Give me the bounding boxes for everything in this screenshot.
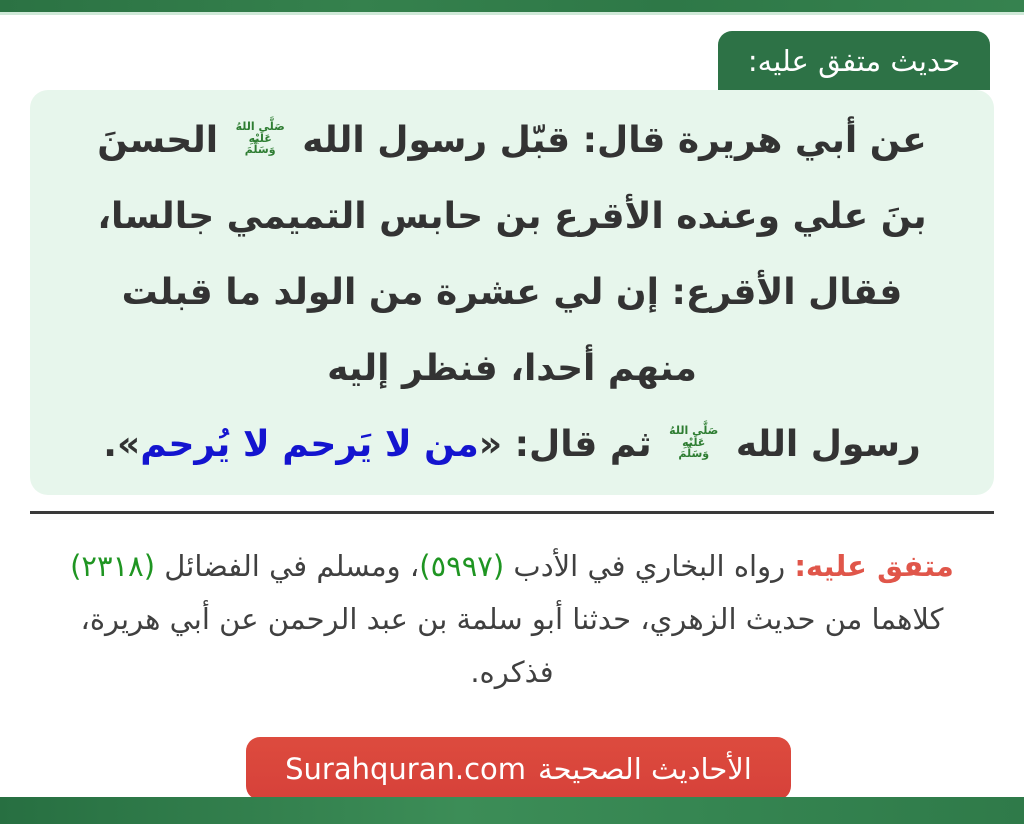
takhrij-paragraph	[62, 540, 962, 699]
site-banner	[246, 737, 791, 800]
takhrij-text-1: رواه البخاري في الأدب	[504, 549, 795, 583]
site-name-arabic: الأحاديث الصحيحة	[538, 751, 752, 786]
hadith-line-5: رسول الله صَلَّى اللهُ عَلَيْهِ وَسَلَّمَ ثم قال: «من لا يَرحم لا يُرحم».	[103, 423, 921, 465]
grading-label: متفق عليه:	[794, 549, 954, 583]
hadith-type-label: حديث متفق عليه:	[747, 43, 961, 78]
hadith-line-4: منهم أحدا، فنظر إليه	[327, 347, 697, 389]
hadith-line-2: بنَ علي وعنده الأقرع بن حابس التميمي جالسا،	[97, 195, 927, 237]
hadith-line-1	[30, 103, 994, 179]
prophetic-quote: من لا يَرحم لا يُرحم	[140, 423, 479, 465]
hadith-type-tab	[718, 31, 990, 90]
site-domain: Surahquran.com	[285, 751, 527, 786]
bukhari-number: (٥٩٩٧)	[419, 549, 505, 583]
takhrij-text-2: ، ومسلم في الفضائل	[155, 549, 420, 583]
hadith-line-1-end: الحسنَ	[97, 119, 231, 161]
takhrij-text-3: كلاهما من حديث الزهري، حدثنا أبو سلمة بن عبد الرحمن عن أبي هريرة، فذكره.	[80, 602, 944, 689]
saw-honorific: صَلَّى اللهُ عَلَيْهِ وَسَلَّمَ	[235, 120, 285, 157]
bottom-green-bar	[0, 797, 1024, 824]
muslim-number: (٢٣١٨)	[70, 549, 156, 583]
top-green-bar	[0, 0, 1024, 15]
hadith-line-1-text: عن أبي هريرة قال: قبّل رسول الله	[289, 119, 927, 161]
hadith-line-3: فقال الأقرع: إن لي عشرة من الولد ما قبلت	[121, 271, 903, 313]
saw-honorific: صَلَّى اللهُ عَلَيْهِ وَسَلَّمَ	[669, 424, 719, 461]
section-divider	[30, 511, 994, 514]
hadith-text-box	[30, 90, 994, 495]
